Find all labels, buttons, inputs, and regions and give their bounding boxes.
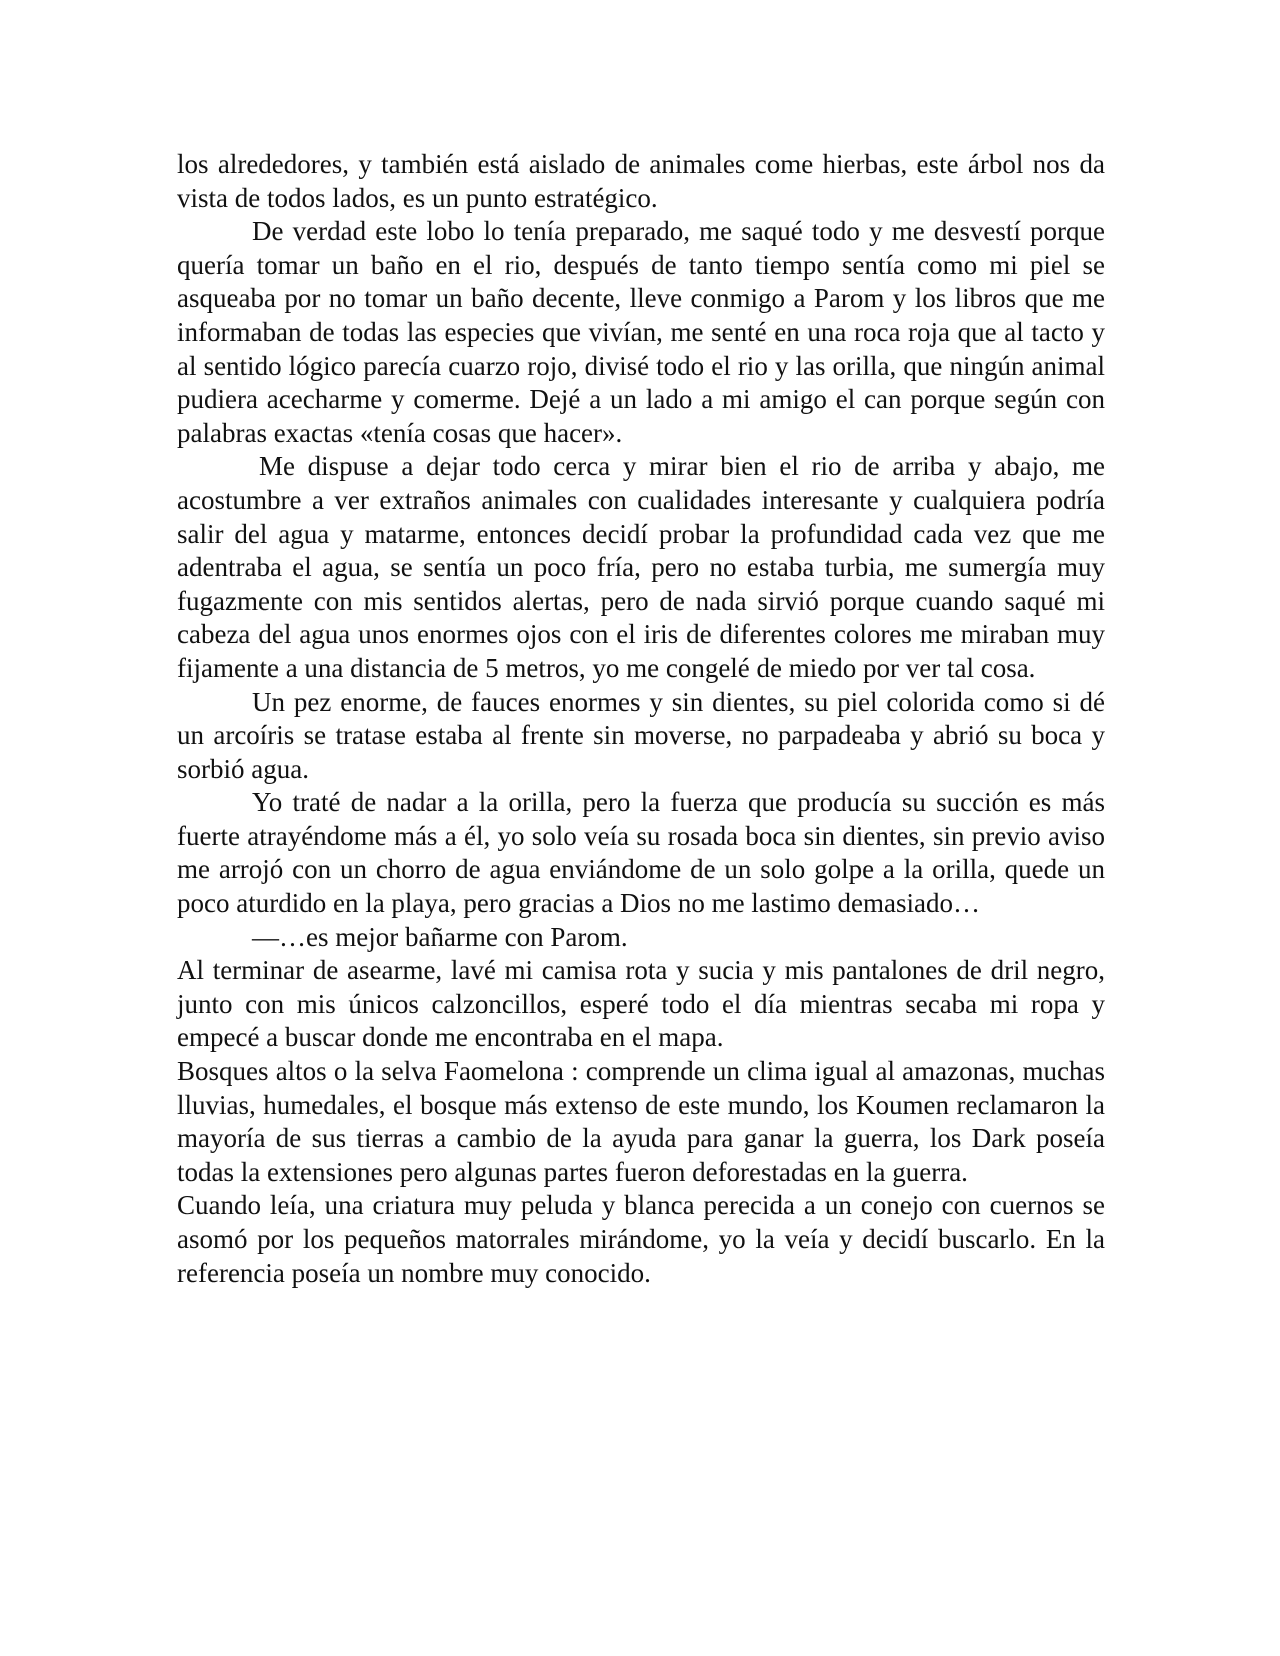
paragraph-creature-sighting: Cuando leía, una criatura muy peluda y blanca perecida a un conejo con cuernos se asomó por los pequeños matorrales mirándome, yo la veía y decidí buscarlo. En la referencia poseía un nombre muy conocido. — [177, 1190, 1105, 1288]
paragraph-swim-to-shore: Yo traté de nadar a la orilla, pero la fuerza que producía su succión es más fuerte atrayéndome más a él, yo solo veía su rosada boca sin dientes, sin previo aviso me arrojó con un chorro de agua enviándome de un solo golpe a la orilla, quede un poco aturdido en la playa, pero gracias a Dios no me lastimo demasiado… — [177, 787, 1105, 919]
dialogue-line: —…es mejor bañarme con Parom. — [252, 921, 628, 952]
paragraph-forest-description: Bosques altos o la selva Faomelona : comprende un clima igual al amazonas, muchas lluvias, humedales, el bosque más extenso de este mundo, los Koumen reclamaron la mayoría de sus tierras a cambio de la ayuda para ganar la guerra, los Dark poseía todas la extensiones pero algunas partes fueron deforestadas en la guerra. — [177, 1056, 1105, 1187]
paragraph-giant-fish: Un pez enorme, de fauces enormes y sin dientes, su piel colorida como si dé un arcoíris se tratase estaba al frente sin moverse, no parpadeaba y abrió su boca y sorbió agua. — [177, 686, 1105, 784]
paragraph-wolf-prepared: De verdad este lobo lo tenía preparado, me saqué todo y me desvestí porque quería tomar un baño en el rio, después de tanto tiempo sentía como mi piel se asqueaba por no tomar un baño decente, lleve conmigo a Parom y los libros que me informaban de todas las especies que vivían, me senté en una roca roja que al tacto y al sentido lógico parecía cuarzo rojo, divisé todo el rio y las orilla, que ningún animal pudiera acecharme y comerme. Dejé a un lado a mi amigo el can porque según con palabras exactas «tenía cosas que hacer». — [177, 216, 1105, 448]
document-page — [177, 148, 1105, 1290]
paragraph-washing-clothes: Al terminar de asearme, lavé mi camisa rota y sucia y mis pantalones de dril negro, junto con mis únicos calzoncillos, esperé todo el día mientras secaba mi ropa y empecé a buscar donde me encontraba en el mapa. — [177, 955, 1105, 1053]
paragraph-river-depth: Me dispuse a dejar todo cerca y mirar bien el rio de arriba y abajo, me acostumbre a ver extraños animales con cualidades interesante y cualquiera podría salir del agua y matarme, entonces decidí probar la profundidad cada vez que me adentraba el agua, se sentía un poco fría, pero no estaba turbia, me sumergía muy fugazmente con mis sentidos alertas, pero de nada sirvió porque cuando saqué mi cabeza del agua unos enormes ojos con el iris de diferentes colores me miraban muy fijamente a una distancia de 5 metros, yo me congelé de miedo por ver tal cosa. — [177, 451, 1105, 683]
paragraph-continuation: los alrededores, y también está aislado de animales come hierbas, este árbol nos da vista de todos lados, es un punto estratégico. — [177, 149, 1105, 213]
